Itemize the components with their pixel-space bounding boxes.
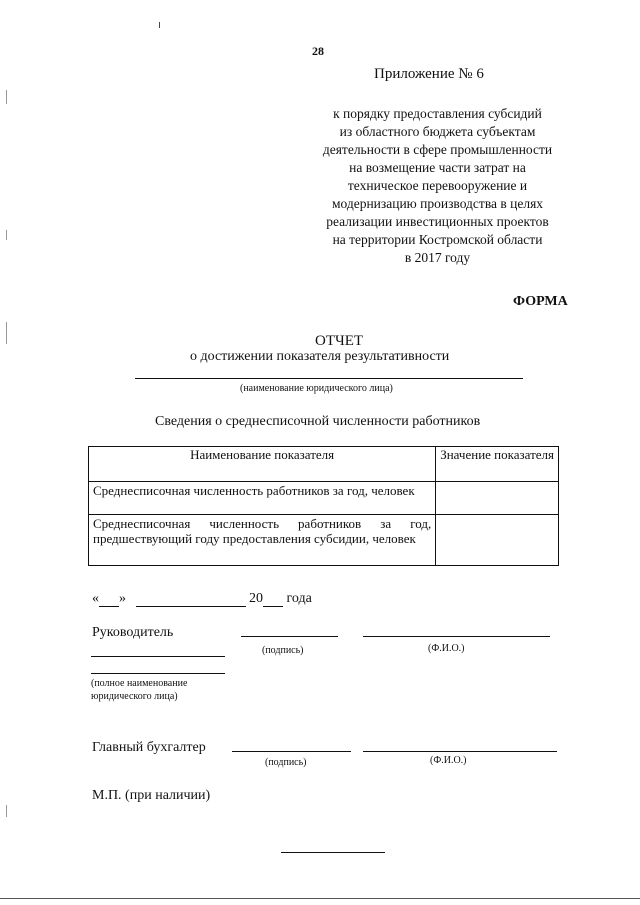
- scan-mark: [159, 22, 160, 28]
- page-number: 28: [312, 44, 324, 58]
- indicator-name-cell: Среднесписочная численность работников за год, человек: [89, 482, 436, 515]
- appendix-line: к порядку предоставления субсидий: [333, 106, 542, 121]
- bottom-divider: [281, 852, 385, 853]
- director-signature-caption: (подпись): [262, 645, 304, 656]
- director-fio-caption: (Ф.И.О.): [428, 643, 465, 654]
- org-full-caption: юридического лица): [91, 691, 178, 702]
- table-row: [89, 482, 559, 515]
- table-row: [89, 515, 559, 566]
- date-line: [92, 591, 312, 607]
- appendix-line: в 2017 году: [404, 250, 471, 265]
- date-open-quote: «: [92, 591, 99, 606]
- accountant-fio-caption: (Ф.И.О.): [430, 755, 467, 766]
- appendix-line: на территории Костромской области: [332, 232, 543, 247]
- header-indicator-name: Наименование показателя: [89, 447, 436, 482]
- appendix-text: [300, 105, 575, 267]
- indicator-value-cell[interactable]: [436, 482, 559, 515]
- scan-mark: [6, 805, 7, 817]
- stamp-label: М.П. (при наличии): [92, 788, 211, 803]
- appendix-title: Приложение № 6: [374, 66, 484, 82]
- director-fio-field[interactable]: [363, 636, 550, 637]
- appendix-line: техническое перевооружение и: [347, 178, 528, 193]
- indicators-table: [88, 446, 559, 566]
- accountant-signature-field[interactable]: [232, 751, 351, 752]
- org-name-caption: (наименование юридического лица): [240, 383, 393, 394]
- year-field[interactable]: [263, 593, 283, 607]
- director-org-field[interactable]: [91, 656, 225, 657]
- appendix-line: из областного бюджета субъектам: [339, 124, 536, 139]
- accountant-label: Главный бухгалтер: [92, 740, 206, 755]
- org-name-field[interactable]: [135, 378, 523, 379]
- year-prefix: 20: [249, 591, 263, 606]
- director-org-field-2[interactable]: [91, 673, 225, 674]
- appendix-line: модернизацию производства в целях: [331, 196, 544, 211]
- month-field[interactable]: [136, 593, 246, 607]
- appendix-line: реализации инвестиционных проектов: [326, 214, 549, 229]
- director-label: Руководитель: [92, 625, 174, 640]
- table-caption: Сведения о среднесписочной численности работников: [155, 414, 481, 429]
- org-full-caption: (полное наименование: [91, 678, 188, 689]
- date-close-quote: »: [119, 591, 126, 606]
- report-subtitle: о достижении показателя результативности: [190, 349, 450, 364]
- appendix-line: деятельности в сфере промышленности: [322, 142, 553, 157]
- appendix-line: на возмещение части затрат на: [349, 160, 526, 175]
- accountant-fio-field[interactable]: [363, 751, 557, 752]
- indicator-value-cell[interactable]: [436, 515, 559, 566]
- header-indicator-value: Значение показателя: [436, 447, 559, 482]
- scan-edge: [0, 898, 640, 899]
- scan-mark: [6, 90, 7, 104]
- year-suffix: года: [286, 591, 312, 606]
- table-header-row: [89, 447, 559, 482]
- indicator-name-cell: Среднесписочная численность работников за год, предшествующий году предоставления субсидии, человек: [89, 515, 436, 566]
- form-label: ФОРМА: [513, 294, 568, 309]
- scan-mark: [6, 230, 7, 240]
- scan-mark: [6, 322, 7, 344]
- accountant-signature-caption: (подпись): [265, 757, 307, 768]
- report-title: ОТЧЕТ: [315, 333, 364, 349]
- director-signature-field[interactable]: [241, 636, 338, 637]
- day-field[interactable]: [99, 593, 119, 607]
